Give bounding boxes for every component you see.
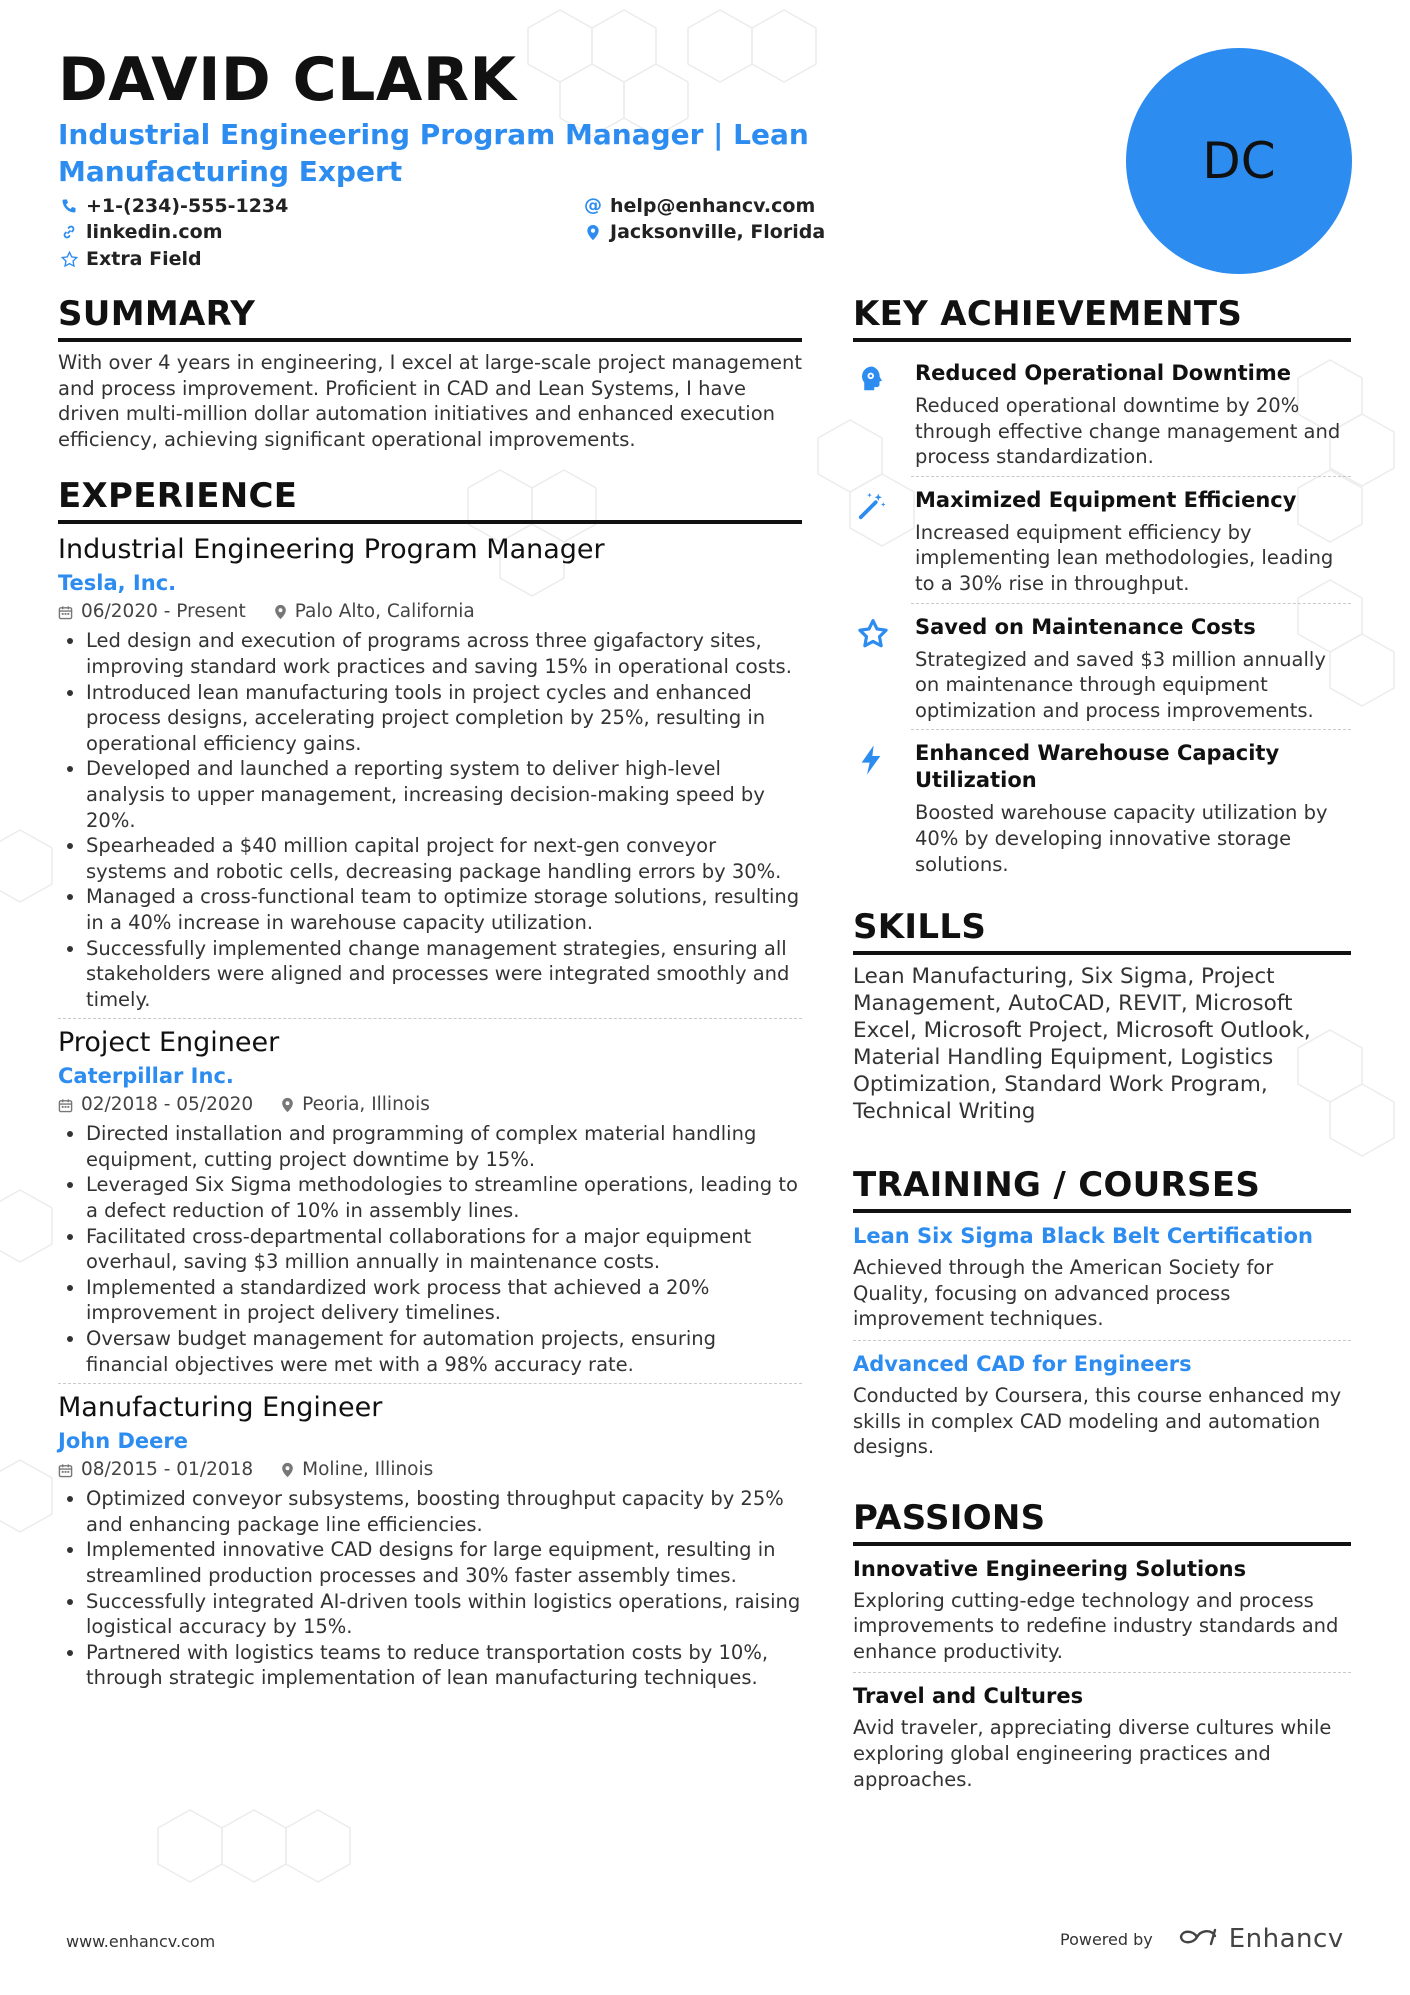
job-bullets <box>58 1486 802 1691</box>
achievement-desc: Increased equipment efficiency by implementing lean methodologies, leading to a 30% rise in throughput. <box>915 520 1334 595</box>
list-item: • Facilitated cross-departmental collaborations for a major equipment overhaul, saving $3 million annually in maintenance costs. <box>86 1224 802 1275</box>
passion-item <box>853 1554 1351 1665</box>
job-entry <box>58 1025 802 1377</box>
job-entry <box>58 1390 802 1691</box>
list-item: • Led design and execution of programs across three gigafactory sites, improving standard work practices and saving 15% in operational costs. <box>86 628 802 679</box>
divider <box>58 1018 802 1019</box>
divider <box>58 1383 802 1384</box>
job-dates: 06/2020 - Present <box>81 601 246 623</box>
star-outline-icon <box>58 251 80 268</box>
job-location: Peoria, Illinois <box>302 1094 430 1116</box>
achievement-item <box>853 604 1351 724</box>
achievement-title: Saved on Maintenance Costs <box>915 614 1256 639</box>
course-desc: Achieved through the American Society for Quality, focusing on advanced process improvement techniques. <box>853 1256 1274 1331</box>
candidate-title: Industrial Engineering Program Manager | Lean Manufacturing Expert <box>58 118 809 188</box>
list-item: • Directed installation and programming of complex material handling equipment, cutting project downtime by 15%. <box>86 1121 802 1172</box>
job-title: Project Engineer <box>58 1027 280 1059</box>
course-desc: Conducted by Coursera, this course enhanced my skills in complex CAD modeling and automation designs. <box>853 1383 1342 1459</box>
divider <box>853 1340 1351 1341</box>
email-text[interactable]: help@enhancv.com <box>610 195 816 217</box>
passion-desc: Exploring cutting-edge technology and process improvements to redefine industry standards and enhance productivity. <box>853 1588 1339 1663</box>
summary-heading: SUMMARY <box>58 292 802 342</box>
footer-branding <box>1060 1924 1344 1954</box>
contact-location <box>582 219 825 245</box>
calendar-icon <box>58 1098 73 1113</box>
list-item: • Implemented innovative CAD designs for large equipment, resulting in streamlined production processes and 30% faster assembly times. <box>86 1537 802 1588</box>
list-item: • Partnered with logistics teams to reduce transportation costs by 10%, through strategic implementation of lean manufacturing techniques. <box>86 1640 802 1691</box>
course-title: Lean Six Sigma Black Belt Certification <box>853 1224 1313 1249</box>
contact-linkedin <box>58 219 223 245</box>
achievement-title: Enhanced Warehouse Capacity Utilization <box>915 741 1280 793</box>
job-location: Moline, Illinois <box>302 1459 434 1481</box>
achievement-title: Reduced Operational Downtime <box>915 361 1291 385</box>
link-icon <box>58 224 80 240</box>
achievement-item <box>853 730 1351 877</box>
calendar-icon <box>58 1463 73 1478</box>
passion-title: Travel and Cultures <box>853 1684 1084 1709</box>
list-item: • Introduced lean manufacturing tools in project cycles and enhanced process designs, accelerating project completion by 25%, resulting in operational efficiency gains. <box>86 680 802 757</box>
job-title: Industrial Engineering Program Manager <box>58 534 605 566</box>
lightning-bolt-icon <box>853 740 915 877</box>
linkedin-text[interactable]: linkedin.com <box>86 221 223 243</box>
list-item: • Successfully integrated AI-driven tools within logistics operations, raising logistical accuracy by 15%. <box>86 1589 802 1640</box>
star-icon <box>853 614 915 724</box>
achievements-heading: KEY ACHIEVEMENTS <box>853 292 1351 342</box>
extra-field-text: Extra Field <box>86 248 202 270</box>
job-entry <box>58 532 802 1012</box>
phone-text[interactable]: +1-(234)-555-1234 <box>86 195 289 217</box>
list-item: • Implemented a standardized work process that achieved a 20% improvement in project delivery timelines. <box>86 1275 802 1326</box>
job-meta <box>58 1091 802 1119</box>
list-item: • Managed a cross-functional team to optimize storage solutions, resulting in a 40% increase in warehouse capacity utilization. <box>86 884 802 935</box>
list-item: • Successfully implemented change management strategies, ensuring all stakeholders were aligned and processes were integrated smoothly and timely. <box>86 936 802 1013</box>
right-column <box>853 292 1351 1792</box>
job-meta <box>58 598 802 626</box>
job-title: Manufacturing Engineer <box>58 1392 383 1424</box>
brand-name: Enhancv <box>1228 1924 1344 1954</box>
magic-wand-icon <box>853 487 915 597</box>
candidate-name: DAVID CLARK <box>58 45 517 115</box>
course-item <box>853 1221 1351 1332</box>
passion-title: Innovative Engineering Solutions <box>853 1556 1247 1581</box>
company-name: John Deere <box>58 1429 188 1454</box>
list-item: • Spearheaded a $40 million capital project for next-gen conveyor systems and robotic cells, decreasing package handling errors by 30%. <box>86 833 802 884</box>
powered-by-label: Powered by <box>1060 1929 1153 1949</box>
achievement-item <box>853 350 1351 470</box>
skills-text: Lean Manufacturing, Six Sigma, Project Management, AutoCAD, REVIT, Microsoft Excel, Microsoft Project, Microsoft Outlook, Material Handling Equipment, Logistics Optimization, Standard Work Program, Technical Writing <box>853 964 1311 1125</box>
achievement-item <box>853 477 1351 597</box>
location-pin-icon <box>582 224 604 241</box>
contact-phone <box>58 193 288 219</box>
course-title: Advanced CAD for Engineers <box>853 1351 1192 1376</box>
company-name: Caterpillar Inc. <box>58 1064 234 1089</box>
footer-website[interactable]: www.enhancv.com <box>66 1932 216 1951</box>
job-location: Palo Alto, California <box>294 601 475 623</box>
passion-desc: Avid traveler, appreciating diverse cultures while exploring global engineering practices and approaches. <box>853 1716 1332 1791</box>
job-dates: 02/2018 - 05/2020 <box>81 1094 254 1116</box>
achievement-title: Maximized Equipment Efficiency <box>915 487 1297 512</box>
course-item <box>853 1349 1351 1460</box>
location-pin-icon <box>281 1462 294 1478</box>
job-dates: 08/2015 - 01/2018 <box>81 1459 254 1481</box>
job-meta <box>58 1456 802 1484</box>
at-sign-icon: @ <box>584 195 602 216</box>
enhancv-logo-icon <box>1177 1926 1221 1952</box>
job-bullets <box>58 628 802 1012</box>
brain-head-icon <box>853 360 915 470</box>
list-item: • Optimized conveyor subsystems, boosting throughput capacity by 25% and enhancing package line efficiencies. <box>86 1486 802 1537</box>
contact-extra <box>58 246 202 272</box>
location-pin-icon <box>281 1097 294 1113</box>
phone-icon <box>58 198 80 214</box>
calendar-icon <box>58 605 73 620</box>
achievement-desc: Reduced operational downtime by 20% through effective change management and process standardization. <box>915 394 1341 469</box>
avatar-initials: DC <box>1202 132 1276 190</box>
experience-heading: EXPERIENCE <box>58 474 802 524</box>
list-item: • Leveraged Six Sigma methodologies to streamline operations, leading to a defect reduction of 10% in assembly lines. <box>86 1172 802 1223</box>
training-heading: TRAINING / COURSES <box>853 1163 1351 1213</box>
company-name: Tesla, Inc. <box>58 571 177 596</box>
contact-email <box>582 193 815 219</box>
avatar <box>1126 48 1352 274</box>
passions-heading: PASSIONS <box>853 1496 1351 1546</box>
location-pin-icon <box>274 604 287 620</box>
summary-text: With over 4 years in engineering, I excel at large-scale project management and process improvement. Proficient in CAD and Lean Systems, I have driven multi-million dollar automation initiatives and enhanced execution efficiency, achieving significant operational improvements. <box>58 351 802 451</box>
achievement-desc: Strategized and saved $3 million annually on maintenance through equipment optimization and process improvements. <box>915 647 1326 722</box>
left-column <box>58 292 802 1691</box>
skills-heading: SKILLS <box>853 905 1351 955</box>
divider <box>853 1672 1351 1673</box>
list-item: • Oversaw budget management for automation projects, ensuring financial objectives were met with a 98% accuracy rate. <box>86 1326 802 1377</box>
achievement-desc: Boosted warehouse capacity utilization by 40% by developing innovative storage solutions. <box>915 801 1328 876</box>
location-text: Jacksonville, Florida <box>610 221 826 243</box>
job-bullets <box>58 1121 802 1377</box>
passion-item <box>853 1681 1351 1792</box>
list-item: • Developed and launched a reporting system to deliver high-level analysis to upper management, increasing decision-making speed by 20%. <box>86 756 802 833</box>
